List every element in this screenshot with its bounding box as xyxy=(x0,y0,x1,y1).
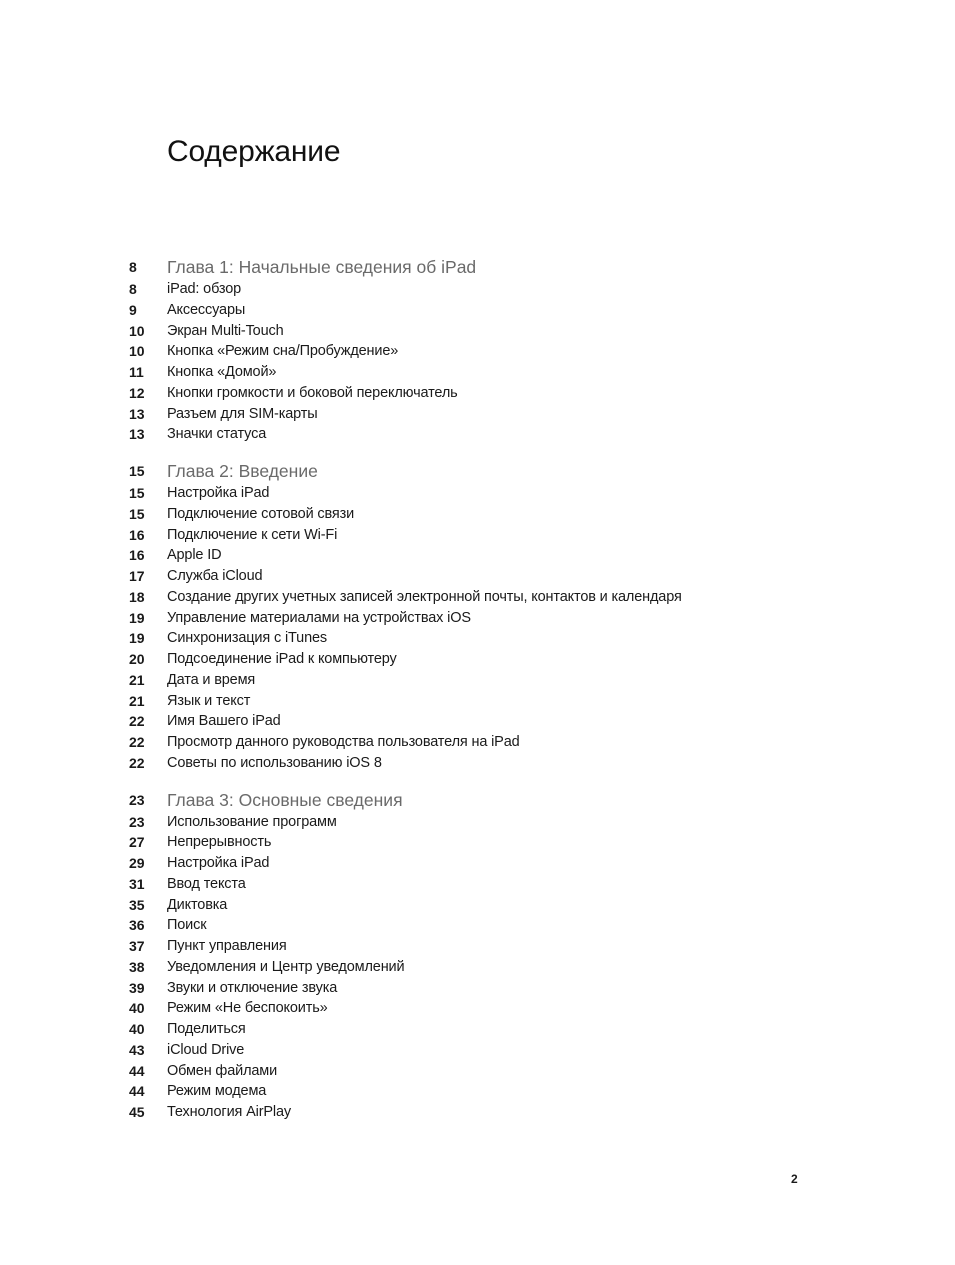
chapter-3 xyxy=(0,789,955,1123)
entry-label: Обмен файлами xyxy=(167,1062,278,1079)
entry-label: Режим «Не беспокоить» xyxy=(167,1000,328,1017)
entry-page-number: 12 xyxy=(129,384,145,401)
toc-entry[interactable] xyxy=(0,978,955,999)
toc-entry[interactable] xyxy=(0,732,955,753)
toc-entry[interactable] xyxy=(0,957,955,978)
entry-label: Уведомления и Центр уведомлений xyxy=(167,958,405,975)
entry-page-number: 43 xyxy=(129,1041,145,1058)
entry-page-number: 16 xyxy=(129,526,145,543)
entry-label: Ввод текста xyxy=(167,875,246,892)
entry-label: Имя Вашего iPad xyxy=(167,713,281,730)
entry-page-number: 37 xyxy=(129,938,145,954)
entry-page-number: 22 xyxy=(129,734,145,750)
toc-entry[interactable] xyxy=(0,1061,955,1082)
toc-entry[interactable] xyxy=(0,649,955,670)
entry-label: Диктовка xyxy=(167,896,228,913)
entry-page-number: 40 xyxy=(129,1000,145,1017)
toc-entry[interactable] xyxy=(0,383,955,404)
toc-entry[interactable] xyxy=(0,1019,955,1040)
entry-label: Дата и время xyxy=(167,671,256,688)
entry-label: Значки статуса xyxy=(167,426,267,443)
entry-page-number: 22 xyxy=(129,713,145,730)
entry-label: Настройка iPad xyxy=(167,855,270,871)
toc-entry[interactable] xyxy=(0,915,955,936)
entry-page-number: 22 xyxy=(129,754,145,771)
entry-label: Синхронизация с iTunes xyxy=(167,630,328,647)
entry-label: Apple ID xyxy=(167,547,222,564)
entry-label: Просмотр данного руководства пользователя на iPad xyxy=(167,734,520,750)
entry-page-number: 20 xyxy=(129,651,145,667)
entry-page-number: 44 xyxy=(129,1083,145,1100)
chapter-heading[interactable] xyxy=(0,256,955,279)
entry-label: Кнопка «Домой» xyxy=(167,364,277,380)
toc-entry[interactable] xyxy=(0,1040,955,1061)
entry-label: Режим модема xyxy=(167,1083,267,1100)
chapter-heading[interactable] xyxy=(0,789,955,812)
entry-page-number: 31 xyxy=(129,875,145,892)
entry-page-number: 19 xyxy=(129,630,145,647)
entry-label: Кнопка «Режим сна/Пробуждение» xyxy=(167,343,399,360)
entry-label: Технология AirPlay xyxy=(167,1104,291,1120)
entry-page-number: 10 xyxy=(129,322,145,339)
entry-page-number: 13 xyxy=(129,405,145,422)
entry-page-number: 40 xyxy=(129,1021,145,1037)
toc-entry[interactable] xyxy=(0,812,955,833)
chapter-page-number: 23 xyxy=(129,791,145,808)
toc-entry[interactable] xyxy=(0,691,955,712)
toc-entry[interactable] xyxy=(0,895,955,916)
page-title: Содержание xyxy=(167,135,341,168)
entry-page-number: 21 xyxy=(129,671,145,688)
toc-entry[interactable] xyxy=(0,853,955,874)
entry-label: Поиск xyxy=(167,917,207,934)
toc-entry[interactable] xyxy=(0,936,955,957)
chapter-heading[interactable] xyxy=(0,460,955,483)
toc-entry[interactable] xyxy=(0,566,955,587)
entry-label: Разъем для SIM-карты xyxy=(167,405,318,422)
page-number: 2 xyxy=(791,1172,798,1186)
entry-page-number: 29 xyxy=(129,855,145,871)
entry-label: Язык и текст xyxy=(167,692,251,709)
entry-page-number: 16 xyxy=(129,547,145,564)
entry-label: Непрерывность xyxy=(167,834,272,851)
entry-page-number: 27 xyxy=(129,834,145,851)
toc-entry[interactable] xyxy=(0,525,955,546)
entry-page-number: 13 xyxy=(129,426,145,443)
entry-page-number: 45 xyxy=(129,1104,145,1120)
entry-label: Поделиться xyxy=(167,1021,246,1037)
toc-entry[interactable] xyxy=(0,424,955,445)
entry-label: Пункт управления xyxy=(167,938,287,954)
toc-entry[interactable] xyxy=(0,874,955,895)
toc-entry[interactable] xyxy=(0,998,955,1019)
chapter-title: Глава 2: Введение xyxy=(167,461,318,481)
toc-entry[interactable] xyxy=(0,545,955,566)
entry-label: iPad: обзор xyxy=(167,281,242,297)
toc-entry[interactable] xyxy=(0,362,955,383)
entry-label: Советы по использованию iOS 8 xyxy=(167,754,382,771)
toc-entry[interactable] xyxy=(0,753,955,774)
toc-entry[interactable] xyxy=(0,628,955,649)
entry-page-number: 36 xyxy=(129,917,145,934)
chapter-page-number: 8 xyxy=(129,259,137,275)
entry-page-number: 18 xyxy=(129,588,145,605)
toc-entry[interactable] xyxy=(0,832,955,853)
toc-entry[interactable] xyxy=(0,587,955,608)
toc-entry[interactable] xyxy=(0,321,955,342)
toc-entry[interactable] xyxy=(0,608,955,629)
toc-entry[interactable] xyxy=(0,1102,955,1123)
entry-label: Подключение к сети Wi-Fi xyxy=(167,526,338,543)
toc-entry[interactable] xyxy=(0,1081,955,1102)
entry-page-number: 15 xyxy=(129,485,145,501)
entry-label: Управление материалами на устройствах iOS xyxy=(167,609,471,626)
entry-label: iCloud Drive xyxy=(167,1041,245,1058)
toc-entry[interactable] xyxy=(0,404,955,425)
entry-label: Экран Multi-Touch xyxy=(167,322,284,339)
toc-entry[interactable] xyxy=(0,279,955,300)
chapter-title: Глава 1: Начальные сведения об iPad xyxy=(167,257,477,277)
entry-label: Использование программ xyxy=(167,813,337,830)
entry-page-number: 38 xyxy=(129,958,145,975)
toc-entry[interactable] xyxy=(0,483,955,504)
toc-entry[interactable] xyxy=(0,300,955,321)
entry-page-number: 9 xyxy=(129,301,137,318)
toc-entry[interactable] xyxy=(0,711,955,732)
entry-label: Подсоединение iPad к компьютеру xyxy=(167,651,397,667)
entry-page-number: 11 xyxy=(129,364,144,380)
toc-entry[interactable] xyxy=(0,341,955,362)
entry-page-number: 19 xyxy=(129,609,145,626)
entry-page-number: 35 xyxy=(129,896,145,913)
entry-page-number: 23 xyxy=(129,813,145,830)
toc-entry[interactable] xyxy=(0,504,955,525)
chapter-page-number: 15 xyxy=(129,463,145,479)
entry-page-number: 21 xyxy=(129,692,145,709)
entry-label: Звуки и отключение звука xyxy=(167,979,338,996)
table-of-contents xyxy=(0,256,955,1123)
toc-entry[interactable] xyxy=(0,670,955,691)
entry-label: Подключение сотовой связи xyxy=(167,505,355,522)
entry-label: Настройка iPad xyxy=(167,485,270,501)
entry-page-number: 15 xyxy=(129,505,145,522)
entry-page-number: 44 xyxy=(129,1062,145,1079)
chapter-title: Глава 3: Основные сведения xyxy=(167,789,403,810)
entry-page-number: 10 xyxy=(129,343,145,360)
entry-label: Аксессуары xyxy=(167,301,246,318)
entry-page-number: 17 xyxy=(129,568,145,584)
chapter-2 xyxy=(0,460,955,774)
entry-label: Кнопки громкости и боковой переключатель xyxy=(167,384,458,401)
entry-page-number: 8 xyxy=(129,281,137,297)
entry-page-number: 39 xyxy=(129,979,145,996)
entry-label: Служба iCloud xyxy=(167,568,263,584)
chapter-1 xyxy=(0,256,955,445)
entry-label: Создание других учетных записей электронной почты, контактов и календаря xyxy=(167,588,682,605)
